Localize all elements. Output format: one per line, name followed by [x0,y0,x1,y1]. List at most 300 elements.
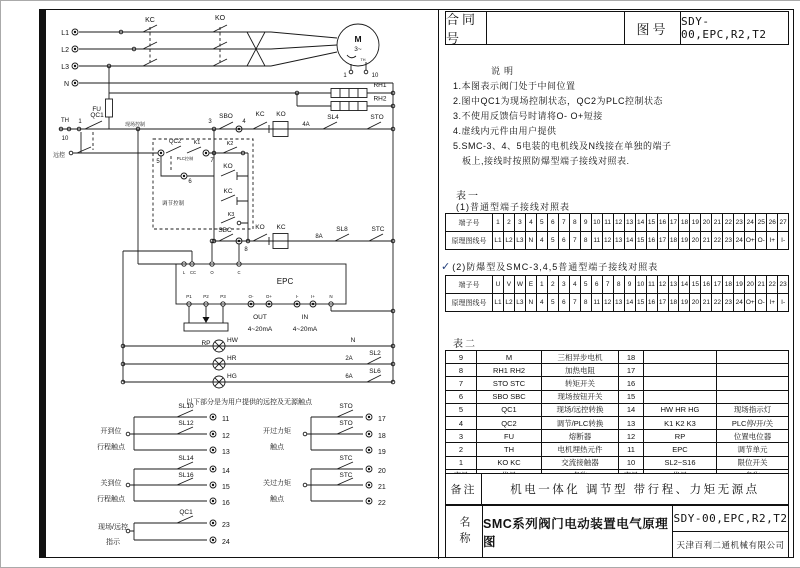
terminal-cell: 17 [711,276,722,293]
label-n: N [63,81,69,88]
terminal-cell: 15 [646,214,657,231]
terminal-cell: 18 [668,294,679,311]
terminal-cell: 20 [744,276,755,293]
component-row [446,363,788,376]
check-icon: ✓ [441,261,452,273]
terminal-20: 20 [378,468,386,475]
terminal-cell: 2 [503,214,514,231]
terminal-table-1 [445,213,789,250]
terminal-cell: 20 [689,294,700,311]
drawing-number-bottom: SDY-00,EPC,R2,T2 [673,506,788,532]
component-row [446,403,788,416]
epc-label: EPC [276,277,294,286]
label-sbc: SBC [218,227,232,234]
component-cell: 现场指示灯 [716,404,788,416]
component-cell: 调节/PLC转换 [541,417,618,429]
wire-6a: 6A [345,374,353,380]
terminal-cell: 23 [733,214,744,231]
wire-7: 7 [210,158,214,164]
label-fu: FU [92,106,101,113]
terminal-cell: 10 [635,276,646,293]
terminal-cell: 21 [700,294,711,311]
label-ko-coil: KO [276,111,286,118]
local-remote-label: 现场/远控 [98,524,128,531]
terminal-cell: 15 [635,232,646,249]
terminal-cell: 9 [624,276,635,293]
component-cell: 14 [618,404,643,416]
epc-term-c: C [237,270,241,275]
terminal-cell: 原理图线号 [451,299,487,307]
component-cell [716,351,788,363]
component-cell: 13 [618,417,643,429]
label-ko-main: KO [214,15,226,22]
terminal-22: 22 [378,500,386,507]
component-cell: K1 K2 K3 [643,417,716,429]
terminal-cell: 18 [722,276,733,293]
terminal-cell: 14 [635,214,646,231]
table1b-caption [441,260,658,273]
label-qc2: QC2 [168,139,182,145]
terminal-cell: 20 [689,232,700,249]
label-sto-nc: STO [370,114,384,121]
note-item: 5.SMC-3、4、5电装的电机线及N线接在单独的端子 [453,141,672,151]
epc-term-o-plus: O+ [265,294,273,299]
component-cell [643,364,716,376]
indication-label: 指示 [106,539,120,546]
component-cell: 9 [458,352,464,362]
label-l2: L2 [61,47,69,54]
remark-row [445,473,789,505]
label-sbo: SBO [219,113,233,120]
column-divider [438,9,439,559]
terminal-cell: L3 [514,232,525,249]
out-label: OUT [253,314,267,321]
open-position-label: 开到位 [100,428,122,435]
label-k3: K3 [227,212,235,218]
terminal-cell: V [503,276,514,293]
component-cell: 4 [458,418,464,428]
terminal-13: 13 [222,449,230,456]
component-cell: 15 [618,391,643,403]
terminal-cell: 7 [558,214,569,231]
terminal-cell: 10 [591,214,602,231]
terminal-cell: 11 [602,214,613,231]
terminal-cell: 15 [689,276,700,293]
terminal-cell: 23 [777,276,788,293]
terminal-cell: O+ [744,294,755,311]
terminal-cell: 25 [755,214,766,231]
component-cell: QC2 [476,417,541,429]
terminal-cell: 19 [689,214,700,231]
wire-5: 5 [156,159,160,165]
note-item: 板上,接线时按照防爆型端子接线对照表. [462,156,630,166]
close-torque-label: 关过力矩 [263,480,291,487]
terminal-cell: 22 [766,276,777,293]
label-rh2: RH2 [373,95,387,103]
name-block [445,505,789,558]
terminal-cell: O- [755,294,766,311]
terminal-18: 18 [378,433,386,440]
terminal-cell: L2 [503,294,514,311]
terminal-cell: 4 [536,294,547,311]
drawing-number-label: 图号 [625,11,681,45]
terminal-cell: I+ [766,232,777,249]
terminal-cell: 1 [536,276,547,293]
terminal-cell: 17 [657,232,668,249]
terminal-cell: L1 [492,232,503,249]
terminal-cell: 19 [678,232,689,249]
label-l3: L3 [61,64,69,71]
wire-2a: 2A [345,356,353,362]
component-cell: RH1 RH2 [476,364,541,376]
component-cell: 熔断器 [541,430,618,442]
terminal-cell: L1 [492,294,503,311]
notes-block [453,64,787,169]
terminal-cell: 端子号 [458,219,480,227]
component-row [446,442,788,455]
component-cell [716,377,788,389]
user-contacts-note: 以下部分是为用户提供的远控及无源触点 [186,399,312,406]
component-row [446,456,788,469]
epc-term-l: L [182,270,186,275]
terminal-cell: W [514,276,525,293]
terminal-cell: 18 [678,214,689,231]
name-label: 名称 [446,506,483,557]
label-hr: HR [227,355,237,362]
component-cell: M [476,351,541,363]
terminal-cell: 16 [657,214,668,231]
component-cell: 11 [618,443,643,455]
in-label: IN [301,314,309,321]
label-sl6: SL6 [369,368,381,375]
schematic-labels [53,15,387,546]
terminal-cell: 5 [580,276,591,293]
label-qc1: QC1 [90,112,104,119]
wire-8a: 8A [315,234,323,240]
terminal-cell: 13 [668,276,679,293]
terminal-cell: 21 [711,214,722,231]
component-cell: QC1 [476,404,541,416]
note-item: 2.图中QC1为现场控制状态，QC2为PLC控制状态 [453,96,664,106]
label-kc-aux: KC [223,188,233,195]
terminal-15: 15 [222,484,230,491]
terminal-cell: 端子号 [458,281,480,289]
epc-term-o-minus: O- [248,294,254,299]
terminal-cell: 14 [624,232,635,249]
label-kc-no: KC [255,111,265,118]
wire-1: 1 [78,119,82,125]
circuit-schematic [47,9,438,559]
terminal-cell: N [525,232,536,249]
wire-4a: 4A [302,122,310,128]
terminal-cell: 19 [678,294,689,311]
company-name: 天津百利二通机械有限公司 [676,539,785,550]
notes-title: 说明 [491,66,518,76]
epc-term-p1: P1 [186,294,192,299]
terminal-cell: 3 [514,214,525,231]
terminal-cell: 12 [602,294,613,311]
terminal-cell: 24 [744,214,755,231]
terminal-cell: N [525,294,536,311]
label-k2: K2 [226,141,234,147]
label-stc1: STC [339,455,353,462]
terminal-cell: 14 [624,294,635,311]
epc-term-i-plus: I+ [311,294,315,299]
drawing-number-value: SDY-00,EPC,R2,T2 [681,11,789,45]
component-cell: RP [643,430,716,442]
component-cell: HW HR HG [643,404,716,416]
label-ko-no: KO [255,224,265,231]
component-cell: SBO SBC [476,391,541,403]
terminal-cell: 8 [613,276,624,293]
label-l1: L1 [61,30,69,37]
terminal-21: 21 [378,484,386,491]
table1-label: 表一 [456,191,480,202]
table2-label: 表二 [453,339,477,350]
schematic-svg [47,9,438,559]
terminal-cell: 19 [733,276,744,293]
lamp-n-label: N [350,337,356,344]
component-cell [643,391,716,403]
terminal-cell: 17 [668,214,679,231]
out-range: 4~20mA [247,326,273,333]
terminal-cell: I+ [766,294,777,311]
component-cell: 调节单元 [716,443,788,455]
terminal-cell: 21 [700,232,711,249]
terminal-cell: 13 [624,214,635,231]
motor-lead10: 10 [371,73,379,79]
label-rh1: RH1 [373,82,387,89]
terminal-cell: 6 [547,214,558,231]
component-cell: 17 [618,364,643,376]
component-cell: 18 [618,351,643,363]
component-cell: 三相异步电机 [541,351,618,363]
terminal-cell: 23 [722,232,733,249]
terminal-cell: 14 [678,276,689,293]
label-rp: RP [201,340,211,347]
component-cell: 加热电阻 [541,364,618,376]
terminal-cell: 8 [569,214,580,231]
remark-value: 机电一体化 调节型 带行程、力矩无源点 [510,484,760,496]
motor-th: TH [360,58,366,62]
label-sl12: SL12 [178,420,194,427]
contract-number-value [487,11,625,45]
component-row [446,376,788,389]
terminal-cell: 5 [547,232,558,249]
label-sl8: SL8 [336,226,348,233]
label-th10: 10 [61,136,69,142]
component-row [446,351,788,363]
in-range: 4~20mA [292,326,318,333]
terminal-cell: L2 [503,232,514,249]
terminal-17: 17 [378,416,386,423]
terminal-cell: L3 [514,294,525,311]
heater-circuit [106,66,395,129]
terminal-cell: 24 [733,232,744,249]
contact-label2: 触点 [270,496,284,503]
label-sl14: SL14 [178,455,194,462]
terminal-cell: 7 [569,294,580,311]
terminal-cell: 4 [525,214,536,231]
component-cell: 6 [458,392,464,402]
terminal-cell: 12 [602,232,613,249]
terminal-cell: 18 [668,232,679,249]
note-item: 1.本图表示阀门处于中间位置 [453,81,576,91]
terminal-cell: 26 [766,214,777,231]
terminal-24: 24 [222,539,230,546]
component-row [446,429,788,442]
close-position-label: 关到位 [100,480,122,487]
label-stc2: STC [339,472,353,479]
terminal-cell: U [492,276,503,293]
open-torque-label: 开过力矩 [263,428,291,435]
terminal-cell: E [525,276,536,293]
terminal-row [446,231,788,249]
label-stc-nc: STC [371,226,385,233]
component-cell: 2 [458,444,464,454]
label-ko-aux: KO [223,163,233,170]
terminal-cell: 15 [635,294,646,311]
component-cell: 5 [458,405,464,415]
terminal-cell: 6 [591,276,602,293]
label-sl4: SL4 [327,114,339,121]
contract-number-label: 合同号 [445,11,487,45]
terminal-cell: 24 [733,294,744,311]
contact-label1: 触点 [270,444,284,451]
label-qc1-aux: QC1 [179,509,193,516]
terminal-16: 16 [222,500,230,507]
component-cell: 电机埋热元件 [541,443,618,455]
terminal-cell: 12 [657,276,668,293]
component-cell: 10 [618,457,643,469]
terminal-23: 23 [222,522,230,529]
terminal-cell: 6 [558,294,569,311]
wire-4: 4 [242,119,246,125]
terminal-cell: 5 [536,214,547,231]
terminal-cell: 13 [613,294,624,311]
terminal-11: 11 [222,416,230,423]
terminal-cell: 17 [657,294,668,311]
label-kc-coil: KC [276,224,286,231]
component-cell: 12 [618,430,643,442]
field-control-label: 现场控制 [125,122,146,128]
terminal-cell: 3 [558,276,569,293]
component-cell: KO KC [476,457,541,469]
label-sl2: SL2 [369,350,381,357]
component-cell: 转矩开关 [541,377,618,389]
motor-lead1: 1 [343,73,347,79]
terminal-cell: I- [777,294,788,311]
terminal-cell: I- [777,232,788,249]
terminal-cell: O- [755,232,766,249]
wire-6: 6 [188,179,192,185]
epc-term-o: O [210,270,214,275]
label-sl16: SL16 [178,472,194,479]
component-cell: FU [476,430,541,442]
terminal-12: 12 [222,433,230,440]
terminal-row [446,214,788,231]
terminal-cell: 21 [755,276,766,293]
terminal-cell: 11 [591,294,602,311]
terminal-row [446,293,788,311]
epc-term-p3: P3 [220,294,226,299]
component-cell: 限位开关 [716,457,788,469]
label-sto2: STO [339,420,353,427]
component-cell: STO STC [476,377,541,389]
component-cell: 7 [458,378,464,388]
terminal-cell: O+ [744,232,755,249]
component-cell [716,391,788,403]
component-row [446,390,788,403]
epc-term-p2: P2 [203,294,209,299]
terminal-cell: 16 [700,276,711,293]
travel-contact-label2: 行程触点 [97,496,125,503]
terminal-cell: 13 [613,232,624,249]
terminal-19: 19 [378,449,386,456]
regulation-control-label: 调节控制 [161,201,185,207]
table1-caption: (1)普通型端子接线对照表 [456,202,571,212]
terminal-cell: 7 [602,276,613,293]
label-th: TH [61,118,69,124]
remote-label: 远控 [52,153,65,159]
user-contacts [126,410,372,543]
component-cell: 3 [458,431,464,441]
wire-8: 8 [244,247,248,253]
component-cell [716,364,788,376]
component-cell: SL2~S16 [643,457,716,469]
terminal-cell: 22 [722,214,733,231]
wire-3: 3 [208,119,212,125]
component-cell [643,351,716,363]
remark-label: 备注 [446,474,482,504]
terminal-row [446,276,788,293]
note-item: 3.不使用反馈信号时请将O- O+短接 [453,111,603,121]
component-row [446,416,788,429]
label-sto1: STO [339,403,353,410]
terminal-14: 14 [222,468,230,475]
terminal-cell: 6 [558,232,569,249]
terminal-cell: 5 [547,294,558,311]
note-item: 4.虚线内元件由用户提供 [453,126,557,136]
label-k1: K1 [193,140,201,146]
component-cell: 16 [618,377,643,389]
terminal-cell: 8 [580,294,591,311]
component-cell: TH [476,443,541,455]
terminal-cell: 4 [536,232,547,249]
label-hg: HG [227,373,237,380]
label-sl10: SL10 [178,403,194,410]
terminal-cell: 12 [613,214,624,231]
epc-term-n: N [329,294,333,299]
motor-label: M [354,34,362,44]
terminal-cell: 4 [569,276,580,293]
component-cell: 1 [458,458,464,468]
title-header-row [445,11,789,45]
plc-control-label: PLC控制 [176,156,194,161]
terminal-cell: 9 [580,214,591,231]
terminal-cell: 11 [591,232,602,249]
terminal-cell: 11 [646,276,657,293]
indicator-lamps [121,340,395,388]
component-table [445,350,789,483]
label-hw: HW [227,337,238,344]
label-kc-main: KC [145,17,155,24]
terminal-cell: 16 [646,294,657,311]
component-cell: 交流接触器 [541,457,618,469]
travel-contact-label1: 行程触点 [97,444,125,451]
terminal-cell: 2 [547,276,558,293]
terminal-cell: 7 [569,232,580,249]
